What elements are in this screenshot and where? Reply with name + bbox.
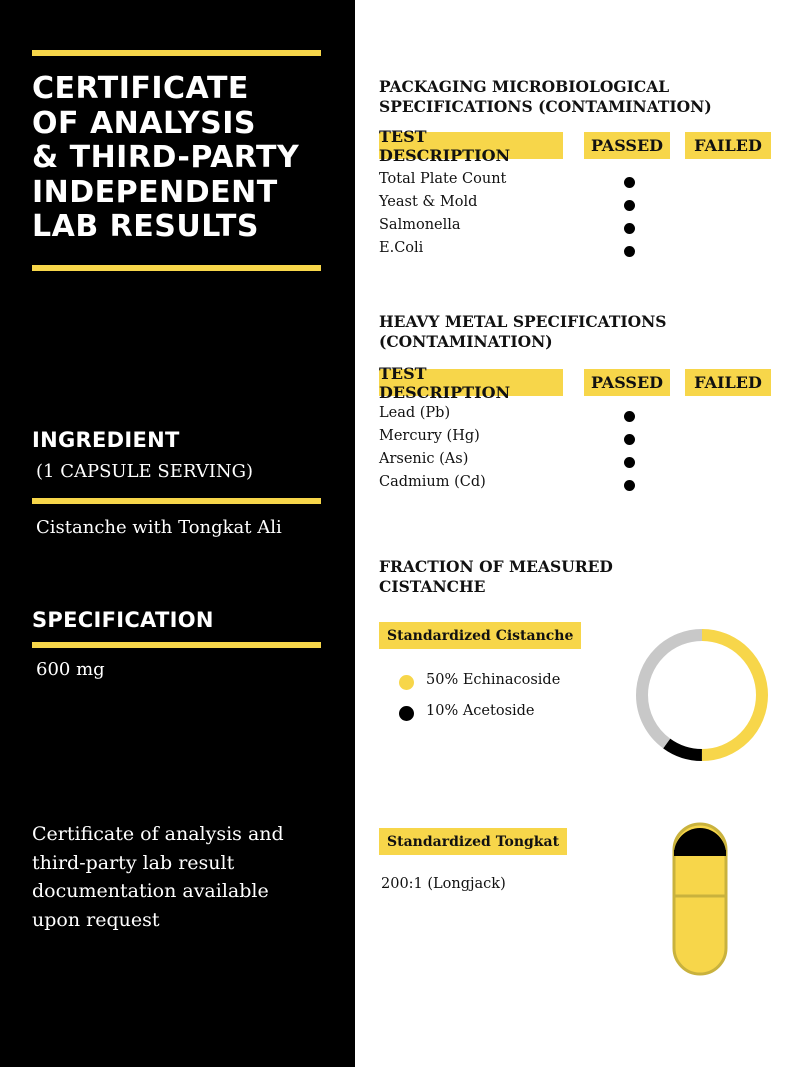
heading-line: SPECIFICATIONS (CONTAMINATION) bbox=[379, 97, 712, 116]
title-line: CERTIFICATE bbox=[32, 71, 249, 106]
legend-swatch-acetoside bbox=[399, 706, 414, 721]
test-label: E.Coli bbox=[379, 240, 424, 256]
metals-row bbox=[379, 428, 679, 451]
test-label: Arsenic (As) bbox=[379, 451, 469, 467]
tongkat-ratio: 200:1 (Longjack) bbox=[381, 876, 506, 892]
passed-dot-icon bbox=[624, 223, 635, 234]
microbio-row bbox=[379, 240, 679, 263]
legend-swatch-echinacoside bbox=[399, 675, 414, 690]
metals-row bbox=[379, 451, 679, 474]
title-top-rule bbox=[32, 50, 321, 56]
specification-rule bbox=[32, 642, 321, 648]
metals-row bbox=[379, 474, 679, 497]
legend-label: 50% Echinacoside bbox=[426, 672, 561, 688]
title-line: & THIRD-PARTY bbox=[32, 140, 300, 175]
microbio-heading bbox=[379, 77, 712, 117]
microbio-row bbox=[379, 171, 679, 194]
ingredient-heading: INGREDIENT bbox=[32, 428, 180, 452]
ingredient-rule bbox=[32, 498, 321, 504]
heading-line: HEAVY METAL SPECIFICATIONS bbox=[379, 312, 667, 331]
metals-row bbox=[379, 405, 679, 428]
passed-dot-icon bbox=[624, 480, 635, 491]
metals-col-failed: FAILED bbox=[685, 369, 771, 396]
specification-heading: SPECIFICATION bbox=[32, 608, 214, 632]
passed-dot-icon bbox=[624, 434, 635, 445]
title-bottom-rule bbox=[32, 265, 321, 271]
metals-heading bbox=[379, 312, 667, 352]
title-line: LAB RESULTS bbox=[32, 209, 259, 244]
microbio-row bbox=[379, 217, 679, 240]
test-label: Salmonella bbox=[379, 217, 461, 233]
title-line: INDEPENDENT bbox=[32, 174, 278, 210]
availability-note: Certificate of analysis and third-party lab result documentation available upon request bbox=[32, 823, 284, 931]
passed-dot-icon bbox=[624, 246, 635, 257]
heading-line: CISTANCHE bbox=[379, 577, 486, 596]
fraction-heading bbox=[379, 557, 613, 597]
heading-line: (CONTAMINATION) bbox=[379, 332, 553, 351]
passed-dot-icon bbox=[624, 200, 635, 211]
microbio-col-failed: FAILED bbox=[685, 132, 771, 159]
heading-line: PACKAGING MICROBIOLOGICAL bbox=[379, 77, 670, 96]
legend-label: 10% Acetoside bbox=[426, 703, 535, 719]
standardized-tongkat-tag: Standardized Tongkat bbox=[379, 828, 567, 855]
passed-dot-icon bbox=[624, 411, 635, 422]
test-label: Cadmium (Cd) bbox=[379, 474, 486, 490]
heading-line: FRACTION OF MEASURED bbox=[379, 557, 613, 576]
metals-col-passed: PASSED bbox=[584, 369, 670, 396]
test-label: Total Plate Count bbox=[379, 171, 507, 187]
ingredient-value: Cistanche with Tongkat Ali bbox=[36, 517, 282, 538]
page-title bbox=[32, 72, 332, 245]
test-label: Lead (Pb) bbox=[379, 405, 451, 421]
right-panel bbox=[355, 0, 800, 1067]
test-label: Yeast & Mold bbox=[379, 194, 478, 210]
title-line: OF ANALYSIS bbox=[32, 105, 257, 141]
ingredient-subheading: (1 CAPSULE SERVING) bbox=[36, 461, 254, 482]
microbio-row bbox=[379, 194, 679, 217]
test-label: Mercury (Hg) bbox=[379, 428, 480, 444]
passed-dot-icon bbox=[624, 457, 635, 468]
microbio-col-test: TEST DESCRIPTION bbox=[379, 132, 563, 159]
standardized-cistanche-tag: Standardized Cistanche bbox=[379, 622, 581, 649]
left-panel bbox=[0, 0, 355, 1067]
passed-dot-icon bbox=[624, 177, 635, 188]
specification-value: 600 mg bbox=[36, 659, 105, 680]
fraction-donut-chart bbox=[627, 620, 777, 770]
capsule-icon bbox=[670, 820, 730, 980]
microbio-col-passed: PASSED bbox=[584, 132, 670, 159]
metals-col-test: TEST DESCRIPTION bbox=[379, 369, 563, 396]
